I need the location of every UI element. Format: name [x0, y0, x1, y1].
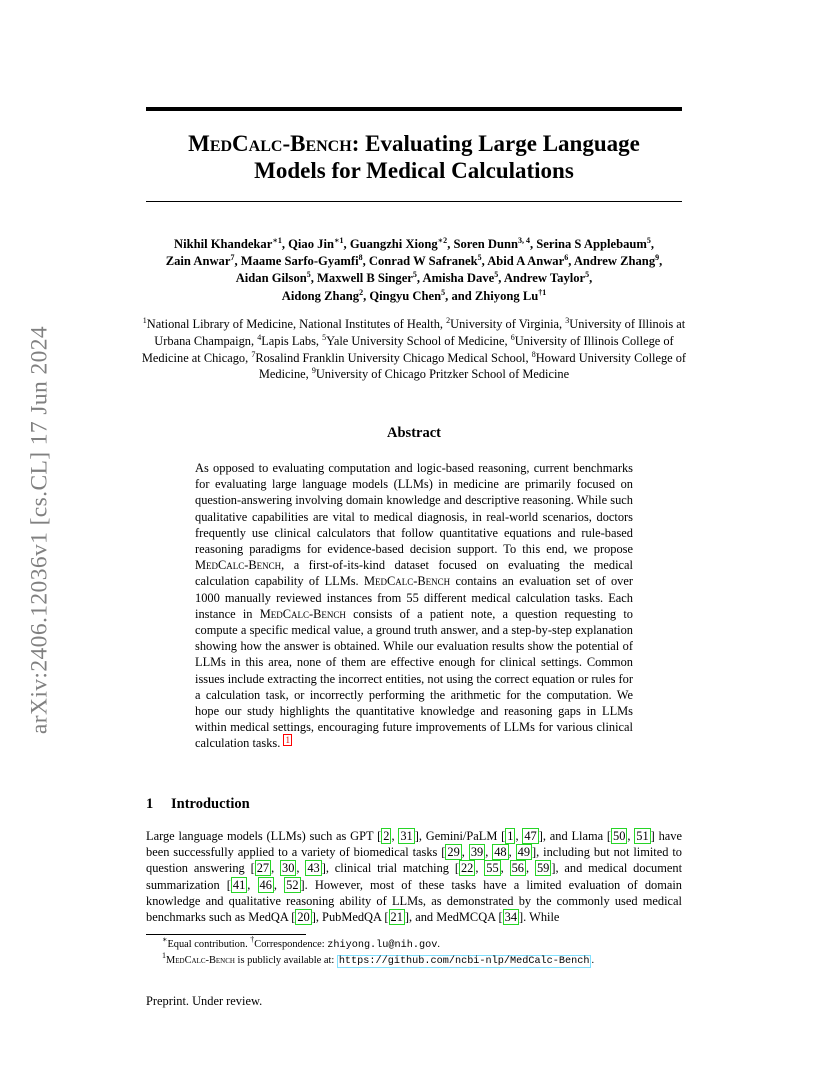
section-number: 1	[146, 796, 154, 812]
author-name: Zhiyong Lu	[474, 288, 539, 303]
intro-text: ]. However, most of these tasks have a limited evaluation of domain knowledge and qualitative reasoning ability of LLMs, as demonstrated by the commonly used medical benchmarks such as MedQA [	[146, 877, 682, 925]
abstract-text: contains an evaluation set of over 1000 manually reviewed instances from 55 different medical calculation tasks. Each instance in	[195, 574, 633, 621]
citation-link[interactable]: 56	[511, 861, 524, 876]
author-name: Qiao Jin	[288, 237, 334, 251]
citation-link[interactable]: 39	[470, 845, 484, 860]
benchmark-name: MedCalc-Bench	[259, 606, 346, 621]
author-name: Andrew Zhang	[573, 254, 656, 269]
section-heading-introduction	[146, 795, 682, 813]
intro-text: Large language models (LLMs) such as GPT [	[146, 829, 382, 843]
citation-link[interactable]: 47	[524, 829, 537, 843]
author-name: Abid A Anwar	[487, 254, 565, 269]
affiliation-mark: 7	[251, 349, 256, 359]
author-separator: ,	[416, 271, 423, 286]
benchmark-name: MedCalc-Bench	[364, 574, 451, 589]
citation-link[interactable]: 2	[383, 829, 390, 843]
citation-link[interactable]: 43	[307, 861, 320, 876]
preprint-note: Preprint. Under review.	[146, 994, 263, 1008]
intro-text: ], PubMedQA [	[311, 910, 389, 925]
author-affiliation-mark: 9	[655, 253, 660, 263]
citation-link[interactable]: 48	[494, 845, 507, 860]
citation-link[interactable]: 41	[232, 877, 246, 892]
citation-link[interactable]: 46	[259, 877, 272, 892]
author-separator: ,	[447, 237, 454, 251]
author-name: Conrad W Safranek	[368, 254, 478, 269]
author-name: Maame Sarfo-Gyamfi	[240, 254, 359, 269]
intro-text: ,	[461, 845, 469, 860]
footnotes	[146, 935, 682, 969]
citation-link[interactable]: 55	[486, 861, 499, 876]
intro-text: ,	[500, 861, 510, 876]
author-affiliation-mark: 5	[646, 236, 651, 245]
abstract-text: , a first-of-its-kind dataset focused on evaluating the medical calculation capability of LLMs.	[195, 558, 633, 589]
author-separator: ,	[310, 271, 318, 286]
author-affiliation-mark: 3, 4	[518, 236, 530, 245]
footnote-text: Correspondence:	[254, 939, 328, 950]
intro-text: ,	[271, 861, 281, 876]
affiliation-text: Yale University School of Medicine,	[326, 333, 511, 348]
intro-text: ]. While	[519, 910, 560, 925]
author-affiliation-mark: 5	[477, 253, 482, 263]
intro-text: ,	[475, 861, 485, 876]
author-name: Andrew Taylor	[503, 271, 586, 286]
author-separator: ,	[530, 237, 537, 251]
citation-link[interactable]: 27	[256, 861, 270, 876]
footnote-availability	[146, 950, 682, 970]
intro-text: ], and MedMCQA [	[404, 910, 503, 925]
affiliation-mark: 6	[510, 332, 515, 342]
footnote-mark: †	[250, 935, 255, 944]
correspondence-email[interactable]: zhiyong.lu@nih.gov	[327, 940, 438, 951]
citation-link[interactable]: 59	[536, 861, 550, 876]
footnote-mark: 1	[162, 950, 166, 960]
intro-text: ], and Llama [	[538, 829, 611, 843]
author-separator: ,	[343, 237, 350, 251]
author-list	[130, 236, 698, 305]
intro-text: ,	[508, 845, 516, 860]
citation-link[interactable]: 49	[517, 845, 531, 860]
author-separator: ,	[650, 237, 655, 251]
benchmark-name: MedCalc-Bench	[195, 558, 282, 573]
affiliation-mark: 8	[531, 349, 536, 359]
author-affiliation-mark: 6	[564, 253, 569, 263]
abstract-heading: Abstract	[387, 425, 441, 441]
affiliation-list	[130, 316, 698, 383]
intro-text: ,	[627, 829, 635, 843]
citation-link[interactable]: 34	[504, 910, 518, 925]
intro-text: ,	[526, 861, 535, 876]
arxiv-stamp: arXiv:2406.12036v1 [cs.CL] 17 Jun 2024	[26, 325, 53, 735]
author-name: Qingyu Chen	[369, 288, 442, 303]
author-name: Maxwell B Singer	[317, 271, 413, 286]
footnote-contribution	[146, 935, 682, 954]
intro-text: ] have been successfully applied to a variety of biomedical tasks [	[146, 829, 682, 860]
author-affiliation-mark: 7	[230, 253, 235, 263]
intro-text: ,	[485, 845, 493, 860]
author-separator: ,	[481, 254, 488, 269]
footnote-text: .	[437, 939, 440, 950]
affiliation-mark: 5	[322, 332, 327, 342]
introduction-paragraph	[146, 828, 682, 925]
author-name: Aidan Gilson	[235, 271, 307, 286]
author-affiliation-mark: 5	[441, 287, 446, 297]
affiliation-text: National Library of Medicine, National Institutes of Health,	[146, 317, 447, 331]
intro-text: ,	[391, 829, 399, 843]
affiliation-text: University of Chicago Pritzker School of Medicine	[315, 367, 570, 382]
footnote-rule	[146, 934, 306, 935]
citation-link[interactable]: 22	[460, 861, 474, 876]
author-separator: ,	[568, 254, 574, 269]
author-name: Serina S Applebaum	[536, 237, 647, 251]
intro-text: ,	[273, 877, 285, 892]
abstract-text: As opposed to evaluating computation and logic-based reasoning, current benchmarks for evaluating large language models (LLMs) in medicine are primarily focused on question-answering involving domain knowledge and descriptive reasoning. While such qualitative capabilities are vital to medical diagnosis, in real-world scenarios, doctors frequently use clinical calculators that follow quantitative equations and rule-based reasoning paradigms for evidence-based decision support. To this end, we propose	[195, 461, 633, 557]
author-name: Nikhil Khandekar	[173, 237, 273, 251]
affiliation-mark: 3	[565, 316, 570, 325]
author-name: Soren Dunn	[453, 237, 518, 251]
author-affiliation-mark: 5	[494, 270, 499, 280]
intro-text: ,	[247, 877, 258, 892]
author-separator: , and	[445, 288, 475, 303]
author-separator: ,	[234, 254, 241, 269]
citation-link[interactable]: 21	[390, 910, 403, 925]
author-name: Amisha Dave	[422, 271, 495, 286]
author-affiliation-mark: ∗1	[272, 236, 282, 245]
citation-link[interactable]: 30	[282, 861, 295, 876]
author-separator: ,	[589, 271, 593, 286]
footnote-text: .	[591, 954, 595, 966]
intro-text: ], clinical trial matching [	[321, 861, 459, 876]
author-affiliation-mark: 2	[359, 287, 364, 297]
author-affiliation-mark: 5	[585, 270, 590, 280]
author-separator: ,	[362, 254, 369, 269]
affiliation-mark: 1	[142, 316, 147, 325]
affiliation-text: University of Illinois at Urbana Champaign,	[154, 317, 686, 348]
author-affiliation-mark: 5	[412, 270, 417, 280]
affiliation-mark: 9	[311, 366, 316, 376]
title-line2: Models for Medical Calculations	[254, 158, 574, 183]
intro-text: ,	[515, 829, 523, 843]
author-separator: ,	[363, 288, 370, 303]
intro-text: ], and medical document summarization [	[146, 861, 683, 892]
intro-text: ], Gemini/PaLM [	[414, 829, 506, 843]
footnote-text: Equal contribution.	[167, 939, 251, 950]
affiliation-mark: 4	[257, 332, 262, 342]
author-affiliation-mark: †1	[538, 287, 547, 297]
abstract-text: consists of a patient note, a question requesting to compute a specific medical value, a ground truth answer, and a step-by-step explanation showing how the answer is obtained. While our evaluation results show the potential of LLMs in this area, none of them are effective enough for clinical settings. Common issues include extracting the incorrect entities, not using the correct equation or rules for a calculation task, or incorrectly performing the arithmetic for the computation. We hope our study highlights the quantitative knowledge and reasoning gaps in LLMs within medical settings, encouraging future improvements of LLMs for various clinical calculation tasks.	[195, 606, 633, 751]
abstract-body	[195, 460, 633, 752]
affiliation-text: University of Illinois College of Medicine at Chicago,	[141, 333, 674, 365]
citation-link[interactable]: 31	[400, 829, 413, 843]
author-affiliation-mark: 5	[306, 270, 311, 280]
citation-link[interactable]: 51	[636, 829, 649, 843]
affiliation-text: University of Virginia,	[450, 317, 566, 331]
author-name: Aidong Zhang	[281, 288, 360, 303]
intro-text: ,	[296, 861, 306, 876]
author-affiliation-mark: 8	[358, 253, 363, 263]
citation-link[interactable]: 52	[286, 877, 299, 892]
github-link[interactable]: https://github.com/ncbi-nlp/MedCalc-Bench	[338, 955, 590, 967]
affiliation-mark: 2	[446, 316, 451, 325]
affiliation-text: Rosalind Franklin University Chicago Medical School,	[255, 350, 532, 365]
intro-text: ], including but not limited to question answering [	[146, 845, 682, 876]
benchmark-name: MedCalc-Bench	[166, 954, 235, 966]
author-name: Guangzhi Xiong	[349, 237, 438, 251]
footnote-mark: ∗	[162, 935, 168, 944]
author-separator: ,	[281, 237, 289, 251]
citation-link[interactable]: 1	[507, 829, 514, 843]
section-title: Introduction	[171, 796, 250, 812]
footnote-link[interactable]: 1	[285, 735, 290, 746]
author-separator: ,	[498, 271, 504, 286]
footnote-text: is publicly available at:	[234, 954, 337, 966]
citation-link[interactable]: 20	[297, 910, 310, 925]
title-rule-top	[146, 107, 682, 111]
author-name: Zain Anwar	[165, 254, 231, 269]
citation-link[interactable]: 29	[447, 845, 460, 860]
affiliation-text: Lapis Labs,	[261, 333, 323, 348]
author-affiliation-mark: ∗1	[333, 236, 344, 245]
title-line1-rest: : Evaluating Large Language	[351, 131, 640, 156]
author-affiliation-mark: ∗2	[437, 236, 448, 245]
title-rule-bottom	[146, 201, 682, 202]
affiliation-text: Howard University College of Medicine,	[258, 350, 687, 382]
paper-title	[146, 130, 682, 184]
title-benchmark-name: MedCalc-Bench	[188, 131, 352, 156]
author-separator: ,	[659, 254, 663, 269]
citation-link[interactable]: 50	[613, 829, 626, 843]
